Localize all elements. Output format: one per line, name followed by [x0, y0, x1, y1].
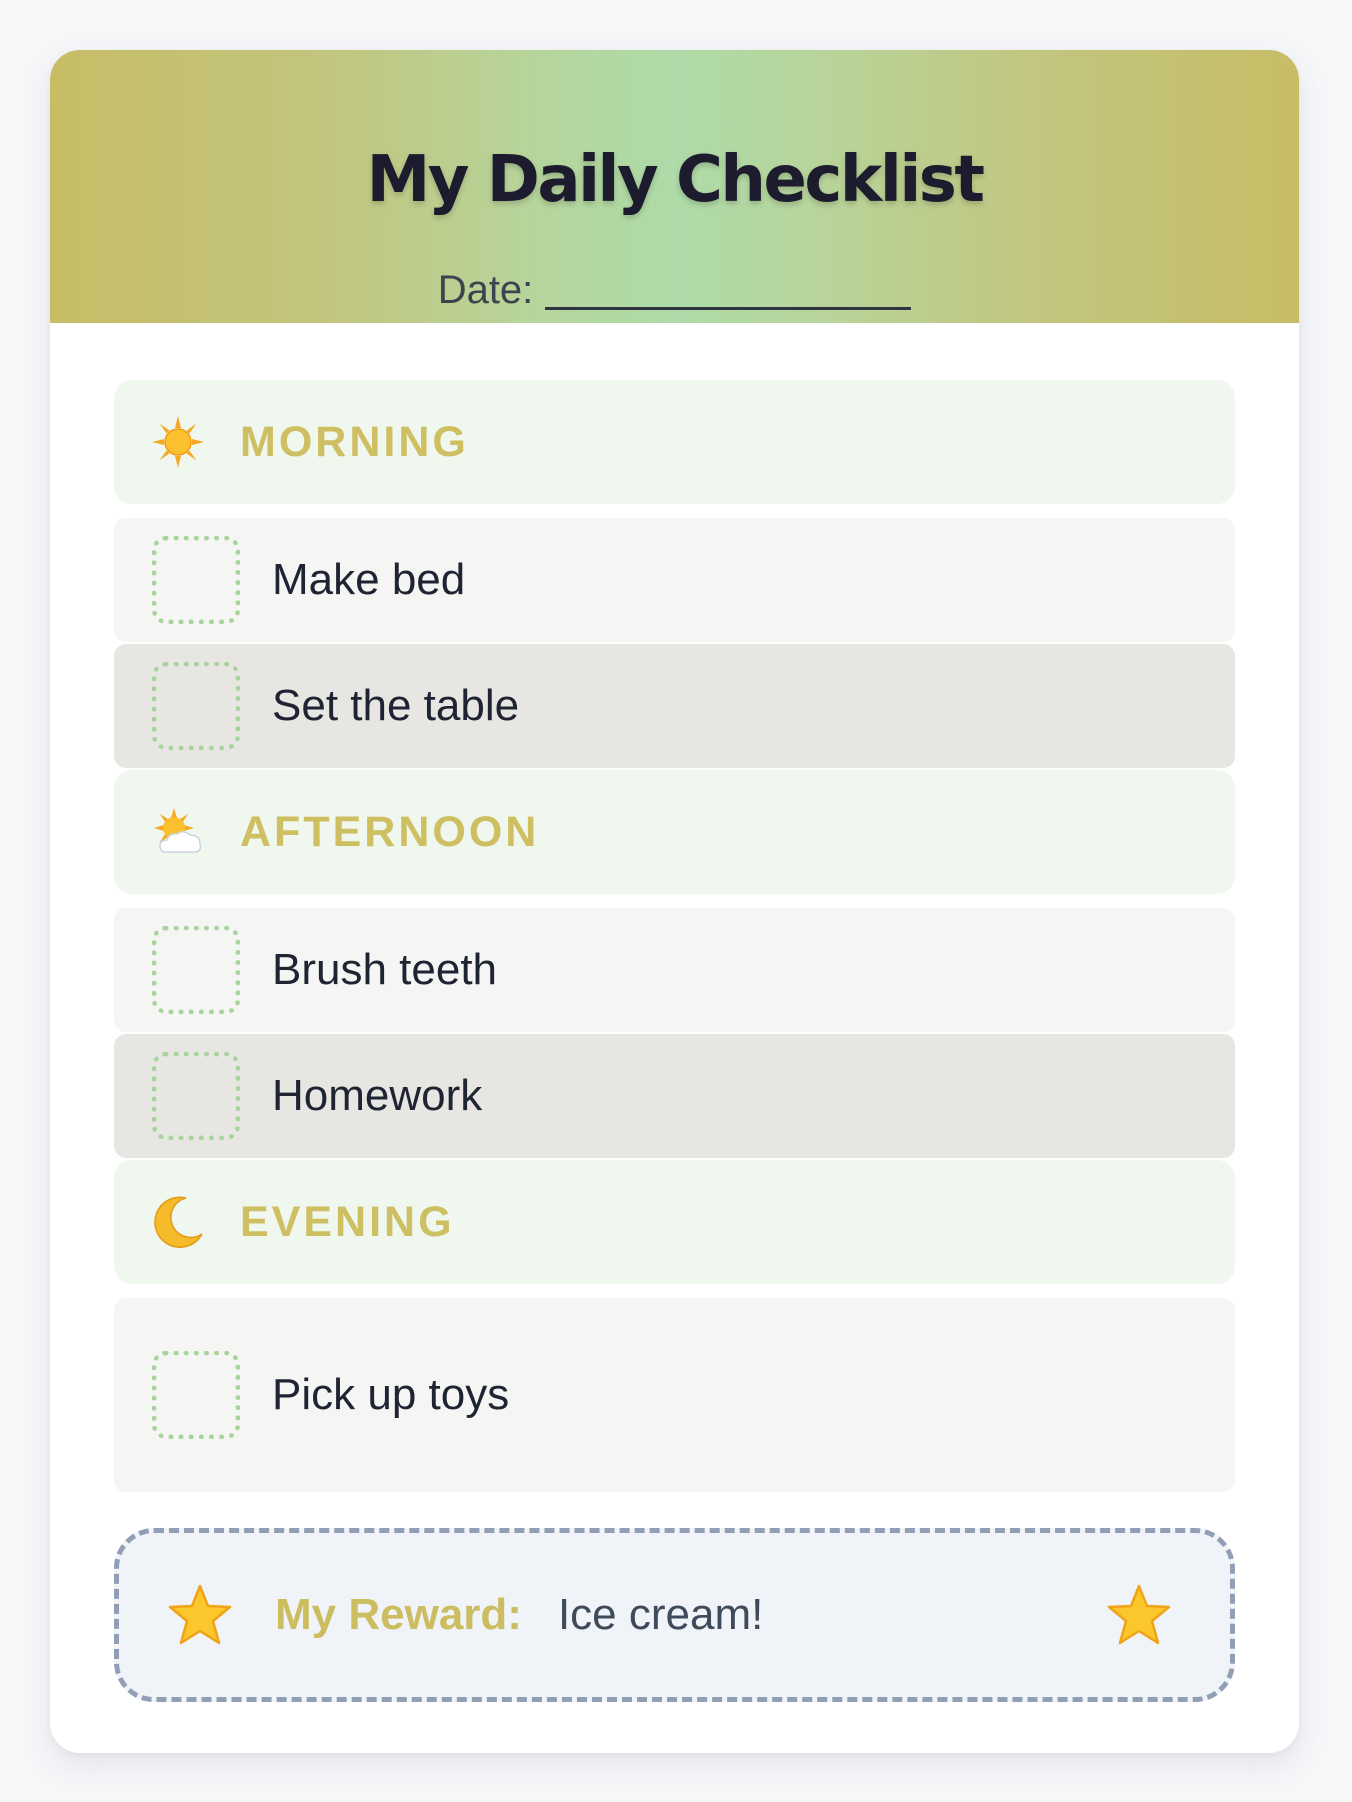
reward-box — [114, 1528, 1235, 1702]
star-icon — [1106, 1583, 1172, 1647]
date-label: Date: — [437, 268, 534, 312]
task-label: Brush teeth — [272, 945, 498, 994]
checklist-card — [50, 50, 1299, 1753]
section-header-morning — [114, 380, 1235, 504]
task-checkbox[interactable] — [152, 926, 240, 1014]
task-checkbox[interactable] — [152, 662, 240, 750]
task-checkbox[interactable] — [152, 1351, 240, 1439]
task-label: Pick up toys — [272, 1370, 510, 1419]
section-label-evening: EVENING — [240, 1197, 455, 1246]
task-row[interactable] — [114, 518, 1235, 642]
sun-behind-cloud-icon — [150, 804, 206, 860]
checklist-content — [114, 380, 1235, 1494]
date-row — [50, 270, 1299, 310]
section-label-morning: MORNING — [240, 417, 469, 466]
page-title: My Daily Checklist — [366, 143, 983, 217]
sun-icon — [150, 414, 206, 470]
task-row[interactable] — [114, 644, 1235, 768]
checklist-header — [50, 50, 1299, 323]
date-blank-line[interactable] — [545, 271, 911, 310]
reward-label: My Reward: — [275, 1590, 522, 1639]
crescent-moon-icon — [150, 1194, 206, 1250]
task-checkbox[interactable] — [152, 536, 240, 624]
task-checkbox[interactable] — [152, 1052, 240, 1140]
section-header-afternoon — [114, 770, 1235, 894]
task-label: Set the table — [272, 681, 520, 730]
reward-value[interactable]: Ice cream! — [557, 1590, 764, 1639]
task-row[interactable] — [114, 1034, 1235, 1158]
section-header-evening — [114, 1160, 1235, 1284]
star-icon — [167, 1583, 233, 1647]
section-label-afternoon: AFTERNOON — [240, 807, 540, 856]
task-row[interactable] — [114, 1298, 1235, 1492]
task-row[interactable] — [114, 908, 1235, 1032]
task-label: Make bed — [272, 555, 466, 604]
task-label: Homework — [272, 1071, 483, 1120]
